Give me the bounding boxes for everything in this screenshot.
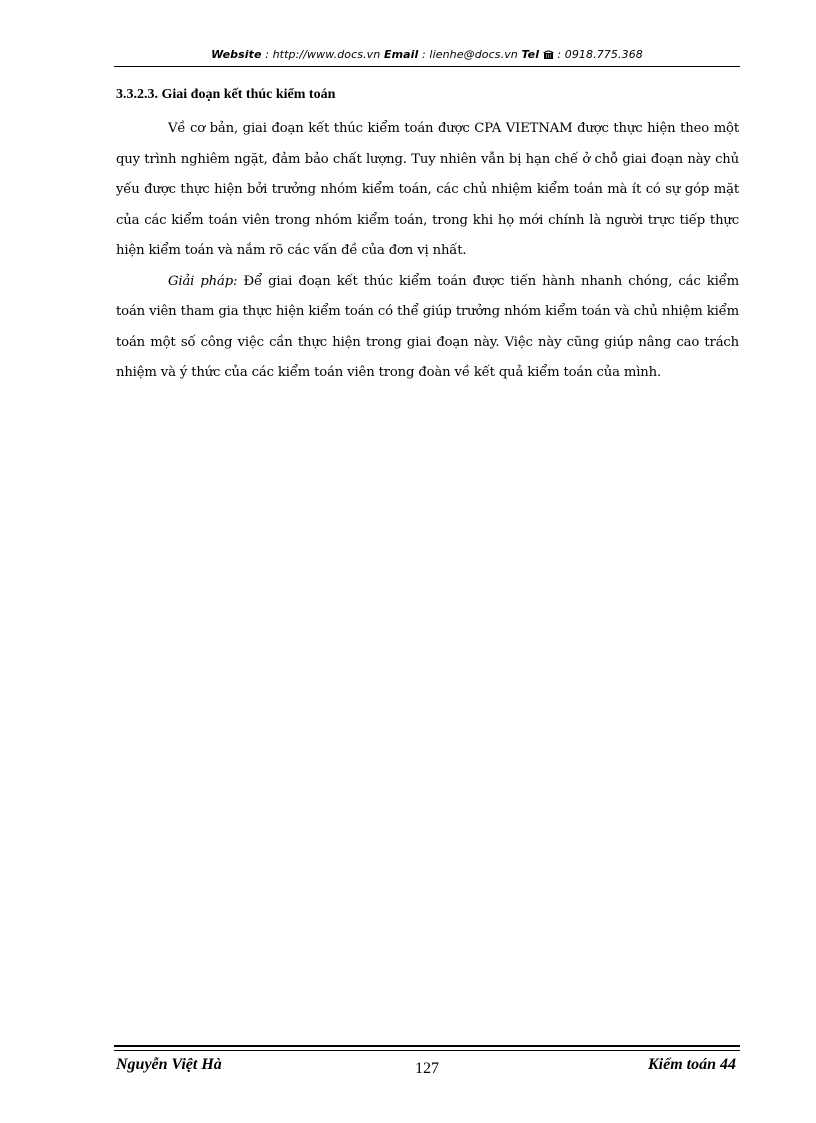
website-value: : http://www.docs.vn [261, 48, 384, 61]
paragraph-1 [116, 114, 739, 267]
page-content [116, 84, 739, 389]
section-heading: 3.3.2.3. Giai đoạn kết thúc kiểm toán [116, 87, 336, 102]
footer-divider-thin [114, 1050, 740, 1051]
page-footer [114, 1056, 740, 1086]
author-name: Nguyễn Việt Hà [116, 1056, 222, 1073]
page-header [114, 48, 740, 61]
tel-label: Tel [521, 48, 540, 61]
course-name: Kiểm toán 44 [647, 1056, 736, 1073]
paragraph-2-lead: Giải pháp: [168, 273, 238, 289]
email-label: Email [383, 48, 419, 61]
phone-icon [543, 49, 554, 59]
paragraph-1-text: Về cơ bản, giai đoạn kết thúc kiểm toán được CPA VIETNAM được thực hiện theo một quy trình nghiêm ngặt, đảm bảo chất lượng. Tuy nhiên vẫn bị hạn chế ở chỗ giai đoạn này chủ yếu được thực hiện bởi trưởng nhóm kiểm toán, các chủ nhiệm kiểm toán mà ít có sự góp mặt của các kiểm toán viên trong nhóm kiểm toán, trong khi họ mới chính là người trực tiếp thực hiện kiểm toán và nắm rõ các vấn đề của đơn vị nhất. [116, 121, 739, 258]
paragraph-2-text: Để giai đoạn kết thúc kiểm toán được tiến hành nhanh chóng, các kiểm toán viên tham gia thực hiện kiểm toán có thể giúp trưởng nhóm kiểm toán và chủ nhiệm kiểm toán một số công việc cần thực hiện trong giai đoạn này. Việc này cũng giúp nâng cao trách nhiệm và ý thức của các kiểm toán viên trong đoàn về kết quả kiểm toán của mình. [116, 273, 739, 380]
footer-divider-thick [114, 1045, 740, 1047]
header-divider [114, 66, 740, 67]
email-value: : lienhe@docs.vn [418, 48, 522, 61]
page-number: 127 [415, 1060, 439, 1077]
tel-value: : 0918.775.368 [553, 48, 643, 61]
website-label: Website [211, 48, 262, 61]
paragraph-2 [116, 267, 739, 389]
